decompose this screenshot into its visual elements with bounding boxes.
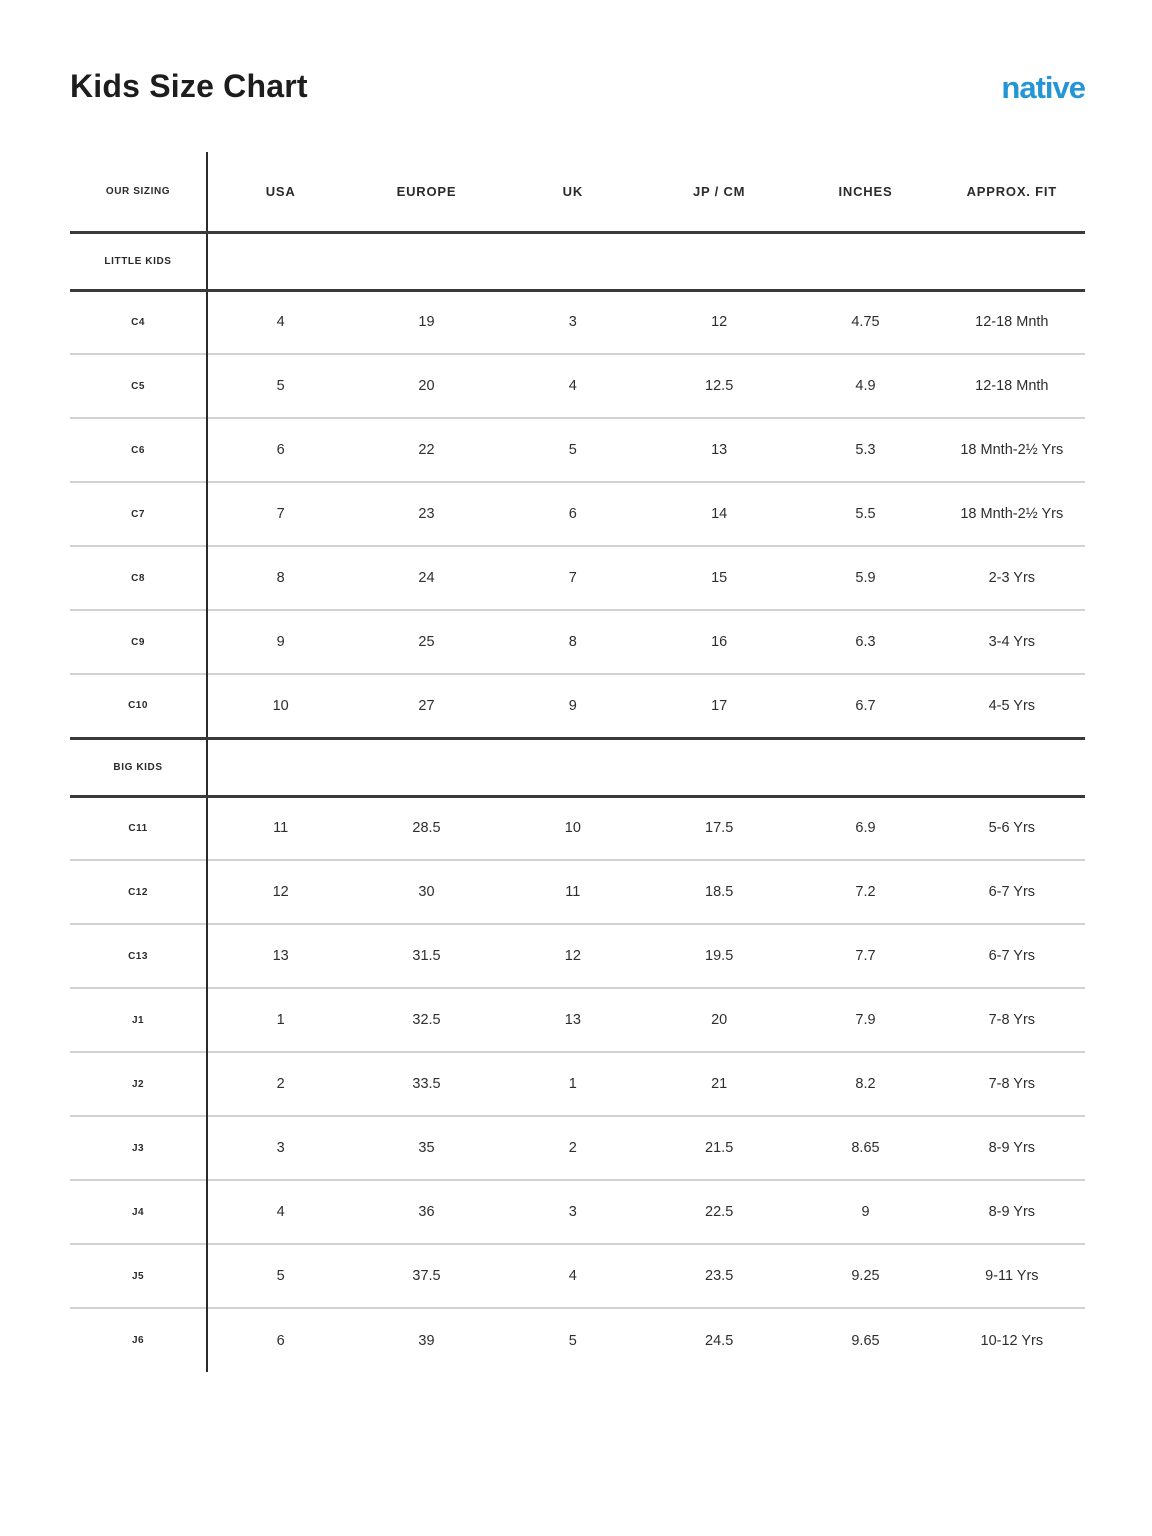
- section-row: [70, 738, 1085, 796]
- cell-uk: 11: [565, 884, 581, 900]
- cell-usa: 2: [276, 1076, 285, 1092]
- size-code: C11: [70, 796, 207, 860]
- cell-europe: 33.5: [412, 1076, 441, 1092]
- cell-uk: 10: [564, 820, 581, 837]
- column-header-uk: UK: [562, 183, 584, 199]
- cell-uk: 3: [568, 314, 577, 331]
- cell-uk: 12: [564, 948, 581, 964]
- cell-europe: 39: [418, 1332, 435, 1349]
- cell-europe: 37.5: [412, 1268, 441, 1284]
- cell-inches: 7.9: [855, 1012, 876, 1028]
- section-label: BIG KIDS: [70, 738, 207, 796]
- cell-inches: 7.2: [855, 884, 876, 900]
- size-code: C5: [70, 354, 207, 418]
- cell-usa: 1: [276, 1012, 285, 1028]
- cell-approx-fit: 8-9 Yrs: [988, 1204, 1036, 1220]
- cell-approx-fit: 18 Mnth-2½ Yrs: [960, 506, 1064, 522]
- cell-usa: 6: [276, 442, 285, 458]
- table-row: [70, 1116, 1085, 1180]
- cell-europe: 27: [418, 697, 435, 714]
- cell-uk: 9: [568, 697, 577, 714]
- cell-usa: 12: [272, 884, 289, 900]
- cell-jp-cm: 20: [711, 1012, 728, 1028]
- size-code: J6: [70, 1308, 207, 1372]
- table-row: [70, 796, 1085, 860]
- cell-usa: 6: [276, 1332, 285, 1349]
- cell-inches: 8.2: [855, 1076, 876, 1092]
- cell-approx-fit: 5-6 Yrs: [988, 820, 1036, 837]
- table-row: [70, 290, 1085, 354]
- cell-inches: 7.7: [855, 948, 876, 964]
- cell-inches: 4.75: [851, 314, 880, 331]
- cell-approx-fit: 9-11 Yrs: [985, 1268, 1039, 1284]
- cell-approx-fit: 10-12 Yrs: [980, 1332, 1044, 1349]
- table-row: [70, 988, 1085, 1052]
- table-row: [70, 418, 1085, 482]
- cell-uk: 1: [568, 1076, 577, 1092]
- cell-approx-fit: 12-18 Mnth: [975, 314, 1049, 331]
- cell-jp-cm: 16: [711, 634, 728, 650]
- cell-approx-fit: 7-8 Yrs: [988, 1012, 1036, 1028]
- cell-inches: 6.9: [855, 820, 876, 837]
- cell-inches: 8.65: [851, 1140, 880, 1156]
- size-chart-table: [70, 152, 1085, 1372]
- cell-jp-cm: 12: [711, 314, 728, 331]
- cell-uk: 3: [568, 1204, 577, 1220]
- cell-jp-cm: 13: [711, 442, 728, 458]
- cell-europe: 28.5: [412, 820, 441, 837]
- table-row: [70, 1244, 1085, 1308]
- table-row: [70, 924, 1085, 988]
- cell-europe: 20: [418, 378, 435, 394]
- table-row: [70, 860, 1085, 924]
- cell-approx-fit: 6-7 Yrs: [988, 948, 1036, 964]
- cell-uk: 8: [568, 634, 577, 650]
- cell-uk: 5: [568, 442, 577, 458]
- cell-europe: 31.5: [412, 948, 441, 964]
- cell-approx-fit: 6-7 Yrs: [988, 884, 1036, 900]
- cell-europe: 19: [418, 314, 435, 331]
- size-code: J4: [70, 1180, 207, 1244]
- native-logo: native: [1001, 70, 1085, 105]
- cell-jp-cm: 24.5: [705, 1332, 734, 1349]
- size-code: C8: [70, 546, 207, 610]
- cell-usa: 4: [276, 314, 285, 331]
- cell-jp-cm: 14: [711, 506, 728, 522]
- column-header-our-sizing: OUR SIZING: [70, 152, 207, 232]
- column-header-usa: USA: [265, 183, 296, 199]
- cell-jp-cm: 12.5: [705, 378, 734, 394]
- table-row: [70, 1308, 1085, 1372]
- cell-approx-fit: 8-9 Yrs: [988, 1140, 1036, 1156]
- cell-jp-cm: 15: [711, 570, 728, 586]
- size-code: C7: [70, 482, 207, 546]
- cell-jp-cm: 17: [711, 697, 728, 714]
- header-row: [70, 152, 1085, 232]
- cell-usa: 13: [272, 948, 289, 964]
- size-code: C4: [70, 290, 207, 354]
- column-header-europe: EUROPE: [396, 183, 457, 199]
- cell-approx-fit: 3-4 Yrs: [988, 634, 1036, 650]
- cell-uk: 2: [568, 1140, 577, 1156]
- cell-uk: 4: [568, 378, 577, 394]
- masthead: [70, 70, 1085, 115]
- cell-approx-fit: 7-8 Yrs: [988, 1076, 1036, 1092]
- page-title: Kids Size Chart: [70, 68, 308, 104]
- cell-usa: 5: [276, 1268, 285, 1284]
- cell-inches: 5.3: [855, 442, 876, 458]
- cell-usa: 7: [276, 506, 285, 522]
- cell-approx-fit: 18 Mnth-2½ Yrs: [960, 442, 1064, 458]
- size-table-body: [70, 232, 1085, 1372]
- cell-usa: 11: [273, 820, 289, 837]
- cell-inches: 6.7: [855, 697, 876, 714]
- cell-jp-cm: 21: [711, 1076, 728, 1092]
- cell-jp-cm: 19.5: [705, 948, 734, 964]
- cell-inches: 4.9: [855, 378, 876, 394]
- cell-europe: 25: [418, 634, 435, 650]
- cell-usa: 3: [276, 1140, 285, 1156]
- size-code: J5: [70, 1244, 207, 1308]
- cell-approx-fit: 4-5 Yrs: [988, 697, 1036, 714]
- size-code: J1: [70, 988, 207, 1052]
- table-row: [70, 482, 1085, 546]
- cell-europe: 23: [418, 506, 435, 522]
- size-code: J3: [70, 1116, 207, 1180]
- cell-approx-fit: 2-3 Yrs: [988, 570, 1036, 586]
- cell-inches: 5.9: [855, 570, 876, 586]
- cell-jp-cm: 23.5: [705, 1268, 734, 1284]
- column-header-jp-cm: JP / CM: [692, 183, 746, 199]
- cell-europe: 30: [418, 884, 435, 900]
- cell-usa: 4: [276, 1204, 285, 1220]
- cell-jp-cm: 22.5: [705, 1204, 734, 1220]
- table-row: [70, 1180, 1085, 1244]
- cell-europe: 36: [418, 1204, 435, 1220]
- size-code: C9: [70, 610, 207, 674]
- cell-jp-cm: 17.5: [705, 820, 734, 837]
- table-row: [70, 1052, 1085, 1116]
- cell-uk: 5: [568, 1332, 577, 1349]
- cell-uk: 4: [568, 1268, 577, 1284]
- size-code: C13: [70, 924, 207, 988]
- cell-usa: 5: [276, 378, 285, 394]
- cell-jp-cm: 21.5: [705, 1140, 734, 1156]
- size-code: J2: [70, 1052, 207, 1116]
- cell-uk: 7: [568, 570, 577, 586]
- section-filler: [207, 738, 1085, 796]
- cell-europe: 22: [418, 442, 435, 458]
- column-header-inches: INCHES: [838, 183, 893, 199]
- section-label: LITTLE KIDS: [70, 232, 207, 290]
- cell-europe: 24: [418, 570, 435, 586]
- size-code: C10: [70, 674, 207, 738]
- section-row: [70, 232, 1085, 290]
- cell-usa: 10: [272, 697, 289, 714]
- cell-uk: 6: [568, 506, 577, 522]
- cell-jp-cm: 18.5: [705, 884, 734, 900]
- table-row: [70, 610, 1085, 674]
- cell-europe: 35: [418, 1140, 435, 1156]
- cell-inches: 9: [861, 1204, 870, 1220]
- cell-europe: 32.5: [412, 1012, 441, 1028]
- size-code: C6: [70, 418, 207, 482]
- cell-usa: 9: [276, 634, 285, 650]
- cell-inches: 6.3: [855, 634, 876, 650]
- column-header-approx-fit: APPROX. FIT: [966, 183, 1058, 199]
- cell-inches: 5.5: [855, 506, 876, 522]
- section-filler: [207, 232, 1085, 290]
- table-row: [70, 674, 1085, 738]
- cell-inches: 9.65: [851, 1332, 880, 1349]
- table-row: [70, 546, 1085, 610]
- size-code: C12: [70, 860, 207, 924]
- cell-approx-fit: 12-18 Mnth: [975, 378, 1049, 394]
- cell-usa: 8: [276, 570, 285, 586]
- cell-uk: 13: [564, 1012, 581, 1028]
- cell-inches: 9.25: [851, 1268, 880, 1284]
- table-row: [70, 354, 1085, 418]
